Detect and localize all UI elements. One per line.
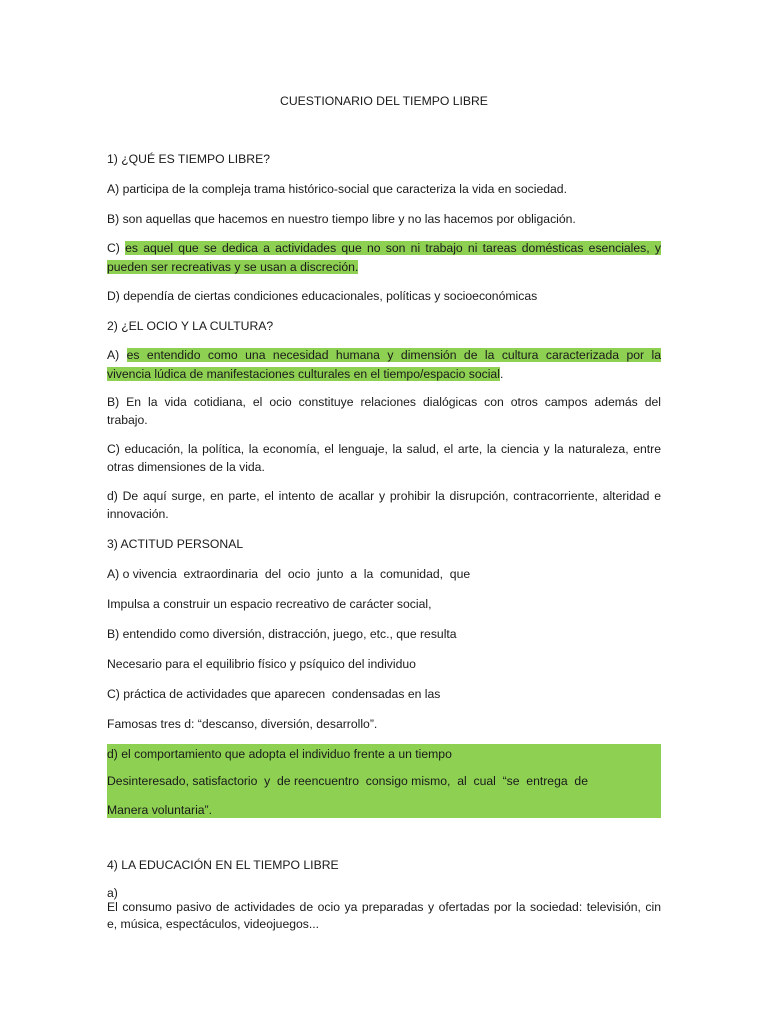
question-2: 2) ¿EL OCIO Y LA CULTURA? — [107, 319, 274, 333]
q3-option-a-line1: A) o vivencia extraordinaria del ocio junto a la comunidad, que — [107, 567, 471, 581]
q4-option-a-line1: El consumo pasivo de actividades de ocio ya preparadas y ofertadas por la sociedad: televisión, cin — [107, 900, 661, 914]
q2-option-b-line1: B) En la vida cotidiana, el ocio constituye relaciones dialógicas con otros campos además del — [107, 395, 661, 409]
q2-option-a-prefix: A) — [107, 348, 127, 362]
q1-option-c — [107, 240, 661, 258]
question-1: 1) ¿QUÉ ES TIEMPO LIBRE? — [107, 152, 270, 166]
q2-option-a-suffix: . — [499, 367, 504, 381]
q4-option-a-line2: e, música, espectáculos, videojuegos... — [107, 917, 320, 931]
q2-option-d-line1: d) De aquí surge, en parte, el intento de acallar y prohibir la disrupción, contracorriente, alteridad e — [107, 489, 661, 503]
q1-option-c-prefix: C) — [107, 241, 126, 255]
q2-option-c-line2: otras dimensiones de la vida. — [107, 460, 265, 474]
q2-option-b-line2: trabajo. — [107, 413, 148, 427]
q2-option-a-answer-line2: vivencia lúdica de manifestaciones culturales en el tiempo/espacio social — [107, 367, 500, 381]
q3-option-c-line2: Famosas tres d: “descanso, diversión, desarrollo”. — [107, 717, 378, 731]
q3-option-d-line2: Desinteresado, satisfactorio y de reencuentro consigo mismo, al cual “se entrega de — [107, 774, 588, 788]
q3-option-c-line1: C) práctica de actividades que aparecen condensadas en las — [107, 687, 441, 701]
q4-option-a-label: a) — [107, 886, 118, 900]
q2-option-a-line2 — [107, 365, 661, 383]
q1-option-c-line2 — [107, 258, 661, 276]
q3-option-b-line2: Necesario para el equilibrio físico y psíquico del individuo — [107, 657, 416, 671]
question-4: 4) LA EDUCACIÓN EN EL TIEMPO LIBRE — [107, 858, 339, 872]
q2-option-d-line2: innovación. — [107, 507, 169, 521]
question-3: 3) ACTITUD PERSONAL — [107, 537, 244, 551]
q2-option-a-answer-line1: es entendido como una necesidad humana y dimensión de la cultura caracterizada por la — [126, 348, 661, 362]
q3-option-d-line3: Manera voluntaria”. — [107, 803, 212, 817]
q1-option-c-answer-line2: pueden ser recreativas y se usan a discreción. — [107, 260, 359, 274]
q3-option-b-line1: B) entendido como diversión, distracción, juego, etc., que resulta — [107, 627, 457, 641]
q1-option-b: B) son aquellas que hacemos en nuestro tiempo libre y no las hacemos por obligación. — [107, 212, 576, 226]
q2-option-a — [107, 347, 661, 365]
q3-option-a-line2: Impulsa a construir un espacio recreativo de carácter social, — [107, 597, 432, 611]
document-title: CUESTIONARIO DEL TIEMPO LIBRE — [280, 94, 488, 108]
document-page — [107, 0, 661, 1024]
q1-option-a: A) participa de la compleja trama histórico-social que caracteriza la vida en sociedad. — [107, 182, 567, 196]
q3-option-d-line1: d) el comportamiento que adopta el individuo frente a un tiempo — [107, 747, 452, 761]
q1-option-d: D) dependía de ciertas condiciones educacionales, políticas y socioeconómicas — [107, 289, 538, 303]
q1-option-c-answer-line1: es aquel que se dedica a actividades que no son ni trabajo ni tareas domésticas esenciales, y — [125, 241, 661, 255]
q2-option-c-line1: C) educación, la política, la economía, el lenguaje, la salud, el arte, la ciencia y la naturaleza, entre — [107, 442, 661, 456]
